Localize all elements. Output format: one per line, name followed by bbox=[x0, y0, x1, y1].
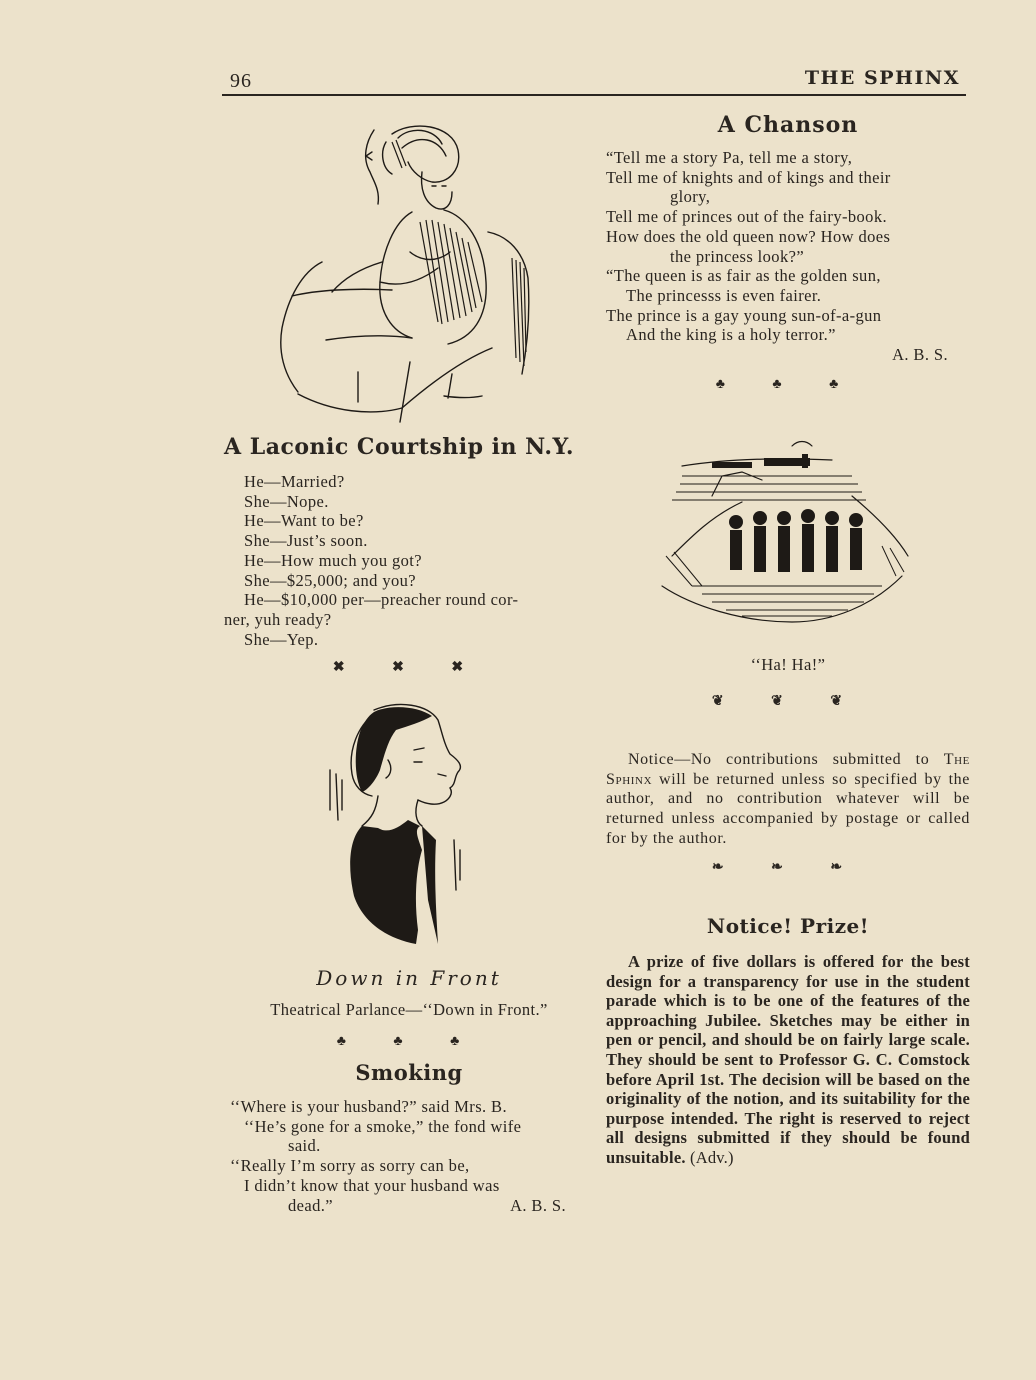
verse-line: How does the old queen now? How does bbox=[606, 226, 891, 246]
verse-line bbox=[224, 1196, 594, 1216]
verse-line-text: dead.” bbox=[288, 1195, 333, 1215]
header-rule bbox=[222, 94, 966, 96]
haha-caption: ‘‘Ha! Ha!” bbox=[750, 655, 826, 674]
theatrical-caption: Theatrical Parlance—‘‘Down in Front.” bbox=[270, 1000, 548, 1019]
smoking-verse bbox=[224, 1097, 594, 1215]
chanson-verse bbox=[606, 148, 970, 365]
dialogue-line: She—Yep. bbox=[244, 629, 319, 649]
verse-line: Tell me of princes out of the fairy-book. bbox=[606, 207, 887, 227]
verse-line: Tell me of knights and of kings and their bbox=[606, 167, 891, 187]
verse-line: glory, bbox=[670, 187, 711, 207]
signature: A. B. S. bbox=[892, 345, 948, 365]
prize-announcement bbox=[606, 952, 970, 1168]
notice-text-end: will be returned unless so specified by the author, and no contribution whatever will be returned unless accompanied by postage or called for by the author. bbox=[606, 770, 970, 847]
dialogue-line: He—How much you got? bbox=[244, 550, 423, 570]
dialogue-line: She—Just’s soon. bbox=[244, 531, 368, 551]
page-number: 96 bbox=[230, 70, 252, 92]
dialogue-line: He—$10,000 per—preacher round cor- bbox=[244, 590, 519, 610]
soldiers-illustration bbox=[652, 436, 918, 632]
advertisement-marker: (Adv.) bbox=[690, 1147, 734, 1167]
dialogue-line: ner, yuh ready? bbox=[224, 609, 332, 629]
courtship-title: A Laconic Courtship in N.Y. bbox=[224, 434, 575, 460]
journal-name: The Sphinx bbox=[606, 751, 970, 788]
verse-line: “The queen is as fair as the golden sun, bbox=[606, 266, 881, 286]
dialogue-line: She—$25,000; and you? bbox=[244, 570, 417, 590]
verse-line: The princesss is even fairer. bbox=[626, 285, 822, 305]
dialogue-line: He—Want to be? bbox=[244, 511, 364, 531]
section-ornament: ♣ ♣ ♣ bbox=[715, 376, 861, 392]
verse-line: the princess look?” bbox=[670, 246, 805, 266]
section-ornament: ❧ ❧ ❧ bbox=[711, 859, 865, 875]
section-ornament: ❦ ❦ ❦ bbox=[711, 694, 865, 709]
verse-line: “Tell me a story Pa, tell me a story, bbox=[606, 148, 853, 167]
prize-text: A prize of five dollars is offered for the best design for a transparency for use in the student parade which is to be one of the features of the approaching Jubilee. Sketches may be either in pen or pencil, and should be on fairly large scale. They should be sent to Professor G. C. Comstock before April 1st. The decision will be based on the originality of the notion, and its suitability for the purpose intended. The right is reserved to reject all designs submitted if they should be found unsuitable. bbox=[606, 952, 970, 1167]
smoking-title: Smoking bbox=[355, 1060, 463, 1085]
notice-text-start: Notice—No contributions submitted to bbox=[628, 751, 944, 768]
verse-line: ‘‘Where is your husband?” said Mrs. B. bbox=[230, 1097, 507, 1116]
verse-line: ‘‘Really I’m sorry as sorry can be, bbox=[230, 1156, 470, 1176]
section-ornament: ✖ ✖ ✖ bbox=[332, 660, 486, 676]
journal-title: THE SPHINX bbox=[804, 67, 960, 89]
contributions-notice bbox=[606, 750, 970, 849]
dialogue-line: He—Married? bbox=[244, 472, 345, 491]
man-profile-illustration bbox=[318, 700, 478, 950]
verse-line: said. bbox=[288, 1136, 321, 1156]
verse-line: I didn’t know that your husband was bbox=[244, 1175, 500, 1195]
signature: A. B. S. bbox=[510, 1195, 566, 1215]
verse-line: ‘‘He’s gone for a smoke,” the fond wife bbox=[244, 1116, 522, 1136]
handwritten-caption: Down in Front bbox=[316, 966, 502, 990]
chanson-title: A Chanson bbox=[717, 112, 859, 138]
courtship-dialogue bbox=[224, 472, 594, 649]
prize-title: Notice! Prize! bbox=[706, 914, 870, 938]
section-ornament: ♣ ♣ ♣ bbox=[336, 1034, 482, 1049]
verse-line: The prince is a gay young sun-of-a-gun bbox=[606, 305, 882, 325]
woman-in-chair-illustration bbox=[262, 112, 552, 424]
verse-line: And the king is a holy terror.” bbox=[626, 325, 836, 345]
dialogue-line: She—Nope. bbox=[244, 491, 329, 511]
